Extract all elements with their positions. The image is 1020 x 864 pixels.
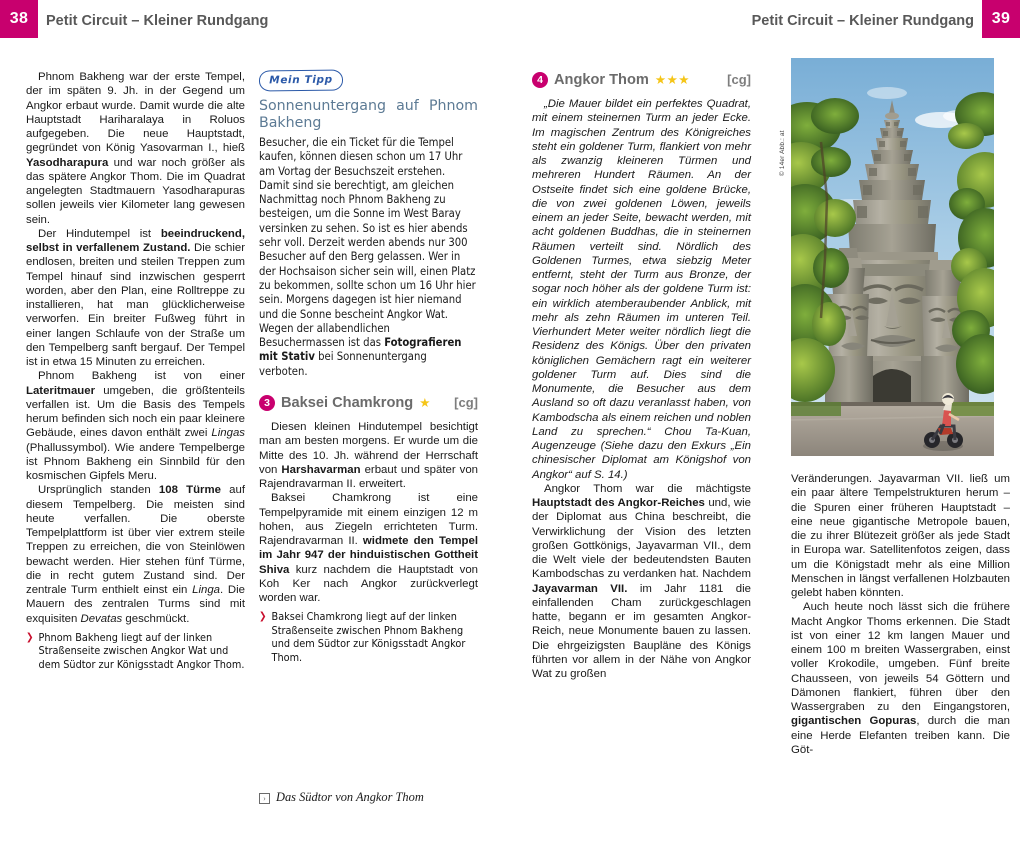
paragraph-108-towers: [26, 483, 245, 626]
poi-heading-baksei-chamkrong: [259, 395, 478, 411]
par-text: Phnom Bakheng ist von einer: [38, 370, 245, 383]
note-bakheng-location: [26, 631, 245, 671]
quote-text: „Die Mauer bildet ein perfektes Quadrat, mit einem steinernen Turm an jeder Ecke. Im magischen Zentrum des Königreiches steht ein goldener Turm, flankiert von mehr als zwanzig kleineren Türmen und mehreren Hundert Räumen. An der Ostseite findet sich eine goldene Brücke, die von zwei goldenen Löwen, jeweils einem an jeder Seite, bewacht werden, mit acht goldenen Buddhas, die in steinernen Räumen verteilt sind. Nördlich des Goldenen Turmes, etwa siebzig Meter entfernt, steht der Turm aus Bronze, der sogar noch höher als der goldene Turm ist: ein wirklich atemberaubender Anblick, mit mehr als zehn Räumen im unteren Teil. Vierhundert Meter weiter nördlich liegt die Residenz des Königs. Über den privaten königlichen Gemächern ragt ein weiterer goldener Turm auf. Dies sind die Monumente, die Besucher aus dem Ausland so oft dazu veranlasst haben, von Kambodscha als einem reichen und noblen Land zu sprechen.“ Chou Ta-Kuan, Augenzeuge (Siehe dazu den Exkurs „Ein chinesischer Diplomat am Königshof von Angkor“ auf S. 14.): [532, 98, 751, 481]
par-text: Baksei Chamkrong ist eine Tempelpyramide mit einem einzigen 12 m hohen, aus Ziegeln errichteten Turm. Rajendravarman II.: [259, 492, 478, 548]
par-bold: 108 Türme: [158, 484, 221, 497]
par-text: Veränderungen. Jayavarman VII. ließ um ein paar ältere Tempelstrukturen herum – die Spuren einer früheren Hauptstadt – eine neue gigantische Metropole bauen, die zu ihrer Blütezeit größer als jede Stadt in Europa war. Satellitenfotos zeigen, dass um die Königstadt mehr als eine Million Menschen in längst verfallenen Holzbauten gelebt haben könnten.: [791, 473, 1010, 599]
par-bold: Harshavarman: [281, 463, 361, 476]
text-column-1: [26, 70, 245, 830]
photo-caption: [259, 790, 499, 805]
mein-tipp-title: Sonnenuntergang auf Phnom Bakheng: [259, 98, 478, 131]
note-baksei-location: [259, 610, 478, 664]
par-italic-2: Devatas: [80, 612, 123, 625]
mein-tipp-body: [259, 136, 478, 379]
spacer: [259, 379, 478, 393]
par-text-cont: und, wie der Diplomat aus China beschreibt, die Verwirklichung der Vision des letzten großen Gottkönigs, Jayavarman VII., dem die Welt viele der bedeutendsten Bauten Kambodschas zu verdanken hat. Nachdem: [532, 497, 751, 581]
running-head-band: [0, 0, 1020, 38]
paragraph-bakheng-temple: [26, 227, 245, 370]
poi-map-reference: [cg]: [727, 71, 751, 87]
poi-number-badge: 3: [259, 395, 275, 411]
par-italic: Linga: [192, 584, 220, 596]
par-bold-2: Jayavarman VII.: [532, 582, 628, 595]
par-text: Ursprünglich standen: [38, 484, 159, 497]
caption-arrow-icon: ›: [259, 793, 270, 804]
page-number-right: 39: [982, 0, 1020, 38]
paragraph-baksei-pyramid: [259, 491, 478, 605]
par-text-cont2: . Die Mauern des zentralen Turms sind mit exquisiten: [26, 584, 245, 625]
par-text-cont: kurz nachdem die Hauptstadt von Koh Ker nach Angkor zurückverlegt worden war.: [259, 563, 478, 605]
par-text: Auch heute noch lässt sich die frühere Macht Angkor Thoms erkennen. Die Stadt ist von einer 12 km langen Mauer und einem 100 m breiten Wassergraben, einst voller Krokodile, umgeben. Fünf breite Chausseen, von jeweils 54 Göttern und Dämonen flankiert, führen über den Wassergraben zu den Eingangstoren,: [791, 601, 1010, 713]
par-text-cont: erbaut und später von Rajendravarman II. erweitert.: [259, 463, 479, 491]
text-column-3: [532, 70, 751, 830]
par-text-cont2: (Phallussymbol). Wie andere Tempelberge ist Phnom Bakheng ein Sinnbild für den kosmischen Gipfels Meru.: [26, 441, 245, 482]
running-head-left: Petit Circuit – Kleiner Rundgang: [46, 13, 269, 29]
text-column-2: [259, 70, 478, 830]
paragraph-jayavarman-metropole: [791, 472, 1010, 600]
caption-text: Das Südtor von Angkor Thom: [276, 790, 424, 804]
poi-title: Angkor Thom: [554, 71, 649, 88]
par-italic: Lingas: [211, 427, 245, 440]
par-bold: Yasodharapura: [26, 156, 109, 169]
paragraph-bakheng-intro: [26, 70, 245, 227]
tipp-text: Besucher, die ein Ticket für die Tempel kaufen, können diesen schon um 17 Uhr am Vortag der Besuchszeit erstehen. Damit sind sie berechtigt, am gleichen Nachmittag noch Phnom Bakheng zu besteigen, um die Sonne im West Baray versinken zu sehen. So ist es hier abends sehr voll. Derzeit werden abends nur 300 Besucher auf den Berg gelassen. Wer in der Hochsaison sicher sein will, einen Platz zu bekommen, sollte schon um 16 Uhr hier sein. Morgens dagegen ist hier niemand und die Sonne bescheint Angkor Wat. Wegen der allabendlichen Besuchermassen ist das: [259, 136, 476, 350]
poi-title: Baksei Chamkrong: [281, 394, 414, 411]
poi-star-rating: ★★★: [654, 72, 690, 87]
par-bold: widmete den Tempel im Jahr 947 der hinduistischen Gottheit Shiva: [259, 535, 478, 576]
par-text-cont: und war noch größer als das spätere Angkor Thom. Die im Quadrat angelegten Stadtmauern Yasodharapuras sollen jeweils vier Kilometer lang gewesen sein.: [26, 156, 245, 226]
note-text: Baksei Chamkrong liegt auf der linken Straßenseite zwischen Phnom Bakheng und dem Südtor zur Königsstadt Angkor Thom.: [271, 610, 466, 664]
par-bold: beeindruckend, selbst in verfallenem Zustand.: [26, 227, 245, 254]
chevron-right-icon: ❯: [26, 631, 34, 643]
poi-star-rating: ★: [419, 395, 431, 410]
note-text: Phnom Bakheng liegt auf der linken Straßenseite zwischen Angkor Wat und dem Südtor zur Königsstadt Angkor Thom.: [38, 630, 245, 671]
tipp-text-cont: bei Sonnenuntergang verboten.: [259, 350, 427, 378]
photo-credit: © 14er Abb.: at: [779, 130, 786, 176]
par-text: Der Hindutempel ist: [38, 227, 161, 240]
par-text-cont2: im Jahr 1181 die einfallenden Cham zurückgeschlagen hatte, begann er im gesamten Angkor-Reich, neue Monumente bauen zu lassen. Die ehrgeizigsten Baupläne des Königs führten vor allem in der Nähe von Angkor Wat zu großen: [532, 582, 751, 680]
par-bold: Hauptstadt des Angkor-Reiches: [532, 497, 705, 509]
par-text-cont: auf diesem Tempelberg. Die meisten sind heute verfallen. Die oberste Tempelplattform ist über vier extrem steile Treppen zu erreichen, die von Steinlöwen bewacht werden. Hier stehen fünf Türme, die in recht gutem Zustand sind. Der zentrale Turm enthielt einst ein: [26, 484, 246, 596]
par-bold: Lateritmauer: [26, 384, 96, 397]
paragraph-angkor-thom-walls: [791, 600, 1010, 757]
par-text-cont: Die schier endlosen, breiten und steilen Treppen zum Tempel hinauf sind inzwischen gesperrt worden, aber den Plan, eine Rolltreppe zu installieren, hat man glücklicherweise verworfen. Ein breiter Fußweg führt in einer langen Schlaufe von der Straße um den Tempelberg sanft bergauf. Der Tempel ist in etwa 15 Minuten zu erreichen.: [26, 242, 245, 368]
poi-map-reference: [cg]: [454, 394, 478, 410]
par-text-cont: , durch die man eine Herde Elefanten treiben kann. Die Göt-: [791, 715, 1010, 756]
poi-number-badge: 4: [532, 72, 548, 88]
par-text: Phnom Bakheng war der erste Tempel, der im späten 9. Jh. in der Gegend um Angkor erbaut wurde. Damit wurde die alte Hauptstadt Hariharalaya in Roluos aufgegeben. Die neue Hauptstadt, gegründet von König Yasovarman I., hieß: [26, 71, 245, 155]
photo-illustration: [791, 58, 994, 456]
par-text: Angkor Thom war die mächtigste: [544, 482, 751, 495]
par-bold: gigantischen Gopuras: [791, 715, 917, 728]
mein-tipp-badge: Mein Tipp: [259, 70, 343, 92]
mein-tipp-box: [259, 70, 478, 379]
running-head-right: Petit Circuit – Kleiner Rundgang: [751, 13, 974, 29]
tipp-bold: Fotografieren mit Stativ: [259, 336, 462, 364]
south-gate-angkor-thom-photo: [791, 58, 994, 456]
par-text-cont: umgeben, die größtenteils verfallen ist. Um die Basis des Tempels herum befinden sich noch ein paar kleinere Gebäude, eines davon enthält zwei: [26, 384, 245, 440]
par-text-cont3: geschmückt.: [122, 612, 190, 625]
chevron-right-icon: ❯: [259, 611, 267, 623]
paragraph-angkor-thom-capital: [532, 482, 751, 682]
text-column-4: [791, 472, 1010, 830]
paragraph-chou-ta-kuan-quote: [532, 97, 751, 482]
poi-heading-angkor-thom: [532, 72, 751, 88]
paragraph-laterite-wall: [26, 369, 245, 483]
page-number-left: 38: [0, 0, 38, 38]
paragraph-baksei-intro: [259, 420, 478, 491]
par-text: Diesen kleinen Hindutempel besichtigt man am besten morgens. Er wurde um die Mitte des 10. Jh. während der Herrschaft von: [259, 421, 478, 476]
